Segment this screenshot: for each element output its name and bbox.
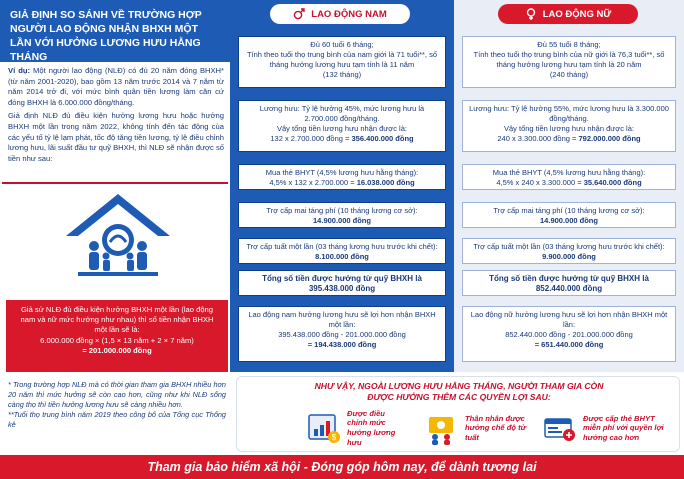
- left-column: [0, 0, 230, 455]
- female-card-survivor: [462, 238, 676, 264]
- female-pension-total: 792.000.000 đồng: [578, 134, 641, 143]
- female-bhyt-total: 35.640.000 đồng: [583, 178, 642, 187]
- female-pension-rate: Lương hưu: Tỷ lệ hưởng 55%, mức lương hưu là 3.300.000 đồng/tháng.: [469, 104, 669, 123]
- female-total-label: Tổng số tiền được hưởng từ quỹ BHXH là: [489, 274, 649, 283]
- male-survivor-label: Trợ cấp tuất một lần (03 tháng lương hưu trước khi chết):: [246, 242, 438, 251]
- female-card-funeral: [462, 202, 676, 228]
- benefits-title-line-2: ĐƯỢC HƯỞNG THÊM CÁC QUYỀN LỢI SAU:: [367, 392, 551, 402]
- example-text: [8, 66, 224, 167]
- male-funeral-label: Trợ cấp mai táng phí (10 tháng lương cơ sở):: [266, 206, 418, 215]
- male-total-label: Tổng số tiền được hưởng từ quỹ BHXH là: [262, 274, 422, 283]
- male-funeral-value: 14.900.000 đồng: [313, 216, 371, 225]
- male-total-value: 395.438.000 đồng: [308, 284, 376, 293]
- female-card-age: [462, 36, 676, 88]
- female-life-expectancy: Tính theo tuổi thọ trung bình của nữ giới là 76,3 tuổi**, số tháng hưởng lương hưu tạm tính là 20 năm: [473, 50, 665, 69]
- benefits-title-line-1: NHƯ VẬY, NGOÀI LƯƠNG HƯU HẰNG THÁNG, NGƯỜI THAM GIA CÒN: [314, 381, 604, 391]
- male-months: (132 tháng): [322, 70, 362, 79]
- female-pension-total-label: Vậy tổng tiền lương hưu nhận được là:: [504, 124, 634, 133]
- female-header-label: LAO ĐỘNG NỮ: [542, 8, 612, 20]
- benefit-health-card-label: Được cấp thẻ BHYT miễn phí với quyền lợi hưởng cao hơn: [583, 413, 664, 442]
- female-advantage-label: Lao động nữ hưởng lương hưu sẽ lợi hơn nhận BHXH một lần:: [470, 310, 668, 329]
- male-card-funeral: [238, 202, 446, 228]
- female-header: [498, 4, 638, 24]
- female-survivor-value: 9.900.000 đồng: [542, 252, 596, 261]
- male-card-survivor: [238, 238, 446, 264]
- example-paragraph-1: Một người lao động (NLĐ) có đủ 20 năm đóng BHXH* (từ năm 2001-2020), bao gồm 13 năm trước 2014 và 7 năm từ năm 2014 trở đi, với mức bình quân tiền lương làm căn cứ đóng BHXH là 6.000.000 đồng/tháng.: [8, 66, 224, 107]
- female-age: Đủ 55 tuổi 8 tháng;: [537, 40, 601, 49]
- male-card-total: [238, 270, 446, 296]
- male-advantage-value: = 194.438.000 đồng: [307, 340, 377, 349]
- benefit-survivor-label: Thân nhân được hưởng chế độ tử tuất: [465, 413, 527, 442]
- family-money-icon: [425, 411, 459, 445]
- female-card-advantage: [462, 306, 676, 362]
- footnote-2: **Tuổi thọ trung bình năm 2019 theo công bố của Tổng cục Thống kê: [8, 410, 226, 429]
- male-advantage-formula: 395.438.000 đồng - 201.000.000 đồng: [278, 330, 406, 339]
- footer-slogan: Tham gia bảo hiểm xã hội - Đóng góp hôm nay, để dành tương lai: [0, 455, 684, 479]
- male-bhyt-total: 16.038.000 đồng: [356, 178, 415, 187]
- female-card-health-insurance: [462, 164, 676, 190]
- example-label: Ví dụ:: [8, 66, 31, 75]
- example-paragraph-2: Giả định NLĐ đủ điều kiện hưởng lương hưu hoặc hưởng BHXH một lần trong năm 2022, không tính đến tác động của các yếu tố tỷ lệ lạm phát, tốc độ tăng tiền lương, tỷ lệ điều chỉnh lương hưu, lãi suất đầu tư quỹ BHXH, thì NLĐ sẽ nhận được số tiền như sau:: [8, 111, 224, 163]
- benefit-pension-adjust: [307, 407, 407, 449]
- male-bhyt-formula: 4,5% x 132 x 2.700.000 =: [269, 178, 357, 187]
- benefit-survivor: [425, 407, 529, 449]
- house-family-logo-icon: [58, 190, 178, 280]
- benefits-panel: [236, 376, 680, 452]
- female-funeral-value: 14.900.000 đồng: [540, 216, 598, 225]
- male-advantage-label: Lao động nam hưởng lương hưu sẽ lợi hơn nhận BHXH một lần:: [248, 310, 436, 329]
- male-pension-total-label: Vậy tổng tiền lương hưu nhận được là:: [277, 124, 407, 133]
- benefit-health-card: [543, 407, 673, 449]
- male-life-expectancy: Tính theo tuổi thọ trung bình của nam giới là 71 tuổi**, số tháng hưởng lương hưu tạm tính là 11 năm: [246, 50, 438, 69]
- lump-sum-box: [6, 300, 228, 372]
- female-survivor-label: Trợ cấp tuất một lần (03 tháng lương hưu trước khi chết):: [473, 242, 665, 251]
- male-card-advantage: [238, 306, 446, 362]
- female-bhyt-formula: 4,5% x 240 x 3.300.000 =: [496, 178, 584, 187]
- pension-chart-icon: [307, 411, 341, 445]
- divider-arrow: [2, 182, 228, 184]
- lump-sum-result: = 201.000.000 đồng: [82, 345, 152, 355]
- female-symbol-icon: [525, 8, 537, 20]
- male-pension-rate: Lương hưu: Tỷ lệ hưởng 45%, mức lương hưu là 2.700.000 đồng/tháng.: [259, 104, 425, 123]
- male-column: [230, 0, 454, 372]
- lump-sum-formula: 6.000.000 đồng × (1,5 × 13 năm + 2 × 7 năm): [40, 335, 194, 345]
- male-header: [270, 4, 410, 24]
- benefit-pension-adjust-label: Được điều chỉnh mức hưởng lương hưu: [347, 408, 396, 447]
- female-column: [454, 0, 684, 372]
- female-card-total: [462, 270, 676, 296]
- female-pension-formula: 240 x 3.300.000 đồng =: [497, 134, 579, 143]
- page-title: GIẢ ĐỊNH SO SÁNH VỀ TRƯỜNG HỢP NGƯỜI LAO ĐỘNG NHẬN BHXH MỘT LẦN VỚI HƯỞNG LƯƠNG HƯU HẰNG THÁNG: [0, 0, 230, 62]
- female-months: (240 tháng): [549, 70, 589, 79]
- female-advantage-value: = 651.440.000 đồng: [534, 340, 604, 349]
- male-pension-formula: 132 x 2.700.000 đồng =: [270, 134, 352, 143]
- svg-text:$: $: [331, 433, 337, 442]
- male-card-age: [238, 36, 446, 88]
- female-advantage-formula: 852.440.000 đồng - 201.000.000 đồng: [505, 330, 633, 339]
- male-header-label: LAO ĐỘNG NAM: [311, 8, 387, 20]
- male-age: Đủ 60 tuổi 6 tháng;: [310, 40, 374, 49]
- health-card-icon: [543, 411, 577, 445]
- male-symbol-icon: [293, 8, 305, 20]
- footnote-1: * Trong trường hợp NLĐ mà có thời gian tham gia BHXH nhiều hơn 20 năm thì mức hưởng sẽ còn cao hơn, cũng như khi NLĐ sống càng thọ thì tiền hưởng lương hưu sẽ càng nhiều hơn.: [8, 380, 226, 409]
- female-card-pension: [462, 100, 676, 152]
- male-survivor-value: 8.100.000 đồng: [315, 252, 369, 261]
- male-bhyt-label: Mua thẻ BHYT (4,5% lương hưu hằng tháng):: [265, 168, 419, 177]
- female-funeral-label: Trợ cấp mai táng phí (10 tháng lương cơ sở):: [493, 206, 645, 215]
- male-pension-total: 356.400.000 đồng: [351, 134, 414, 143]
- male-card-health-insurance: [238, 164, 446, 190]
- male-card-pension: [238, 100, 446, 152]
- footnotes: [8, 380, 226, 430]
- female-bhyt-label: Mua thẻ BHYT (4,5% lương hưu hằng tháng):: [492, 168, 646, 177]
- lump-sum-intro: Giả sử NLĐ đủ điều kiện hưởng BHXH một lần (lao động nam và nữ mức hưởng như nhau) thì số tiền nhận BHXH một lần sẽ là:: [20, 305, 214, 335]
- female-total-value: 852.440.000 đồng: [535, 284, 603, 293]
- benefits-title: [237, 381, 681, 403]
